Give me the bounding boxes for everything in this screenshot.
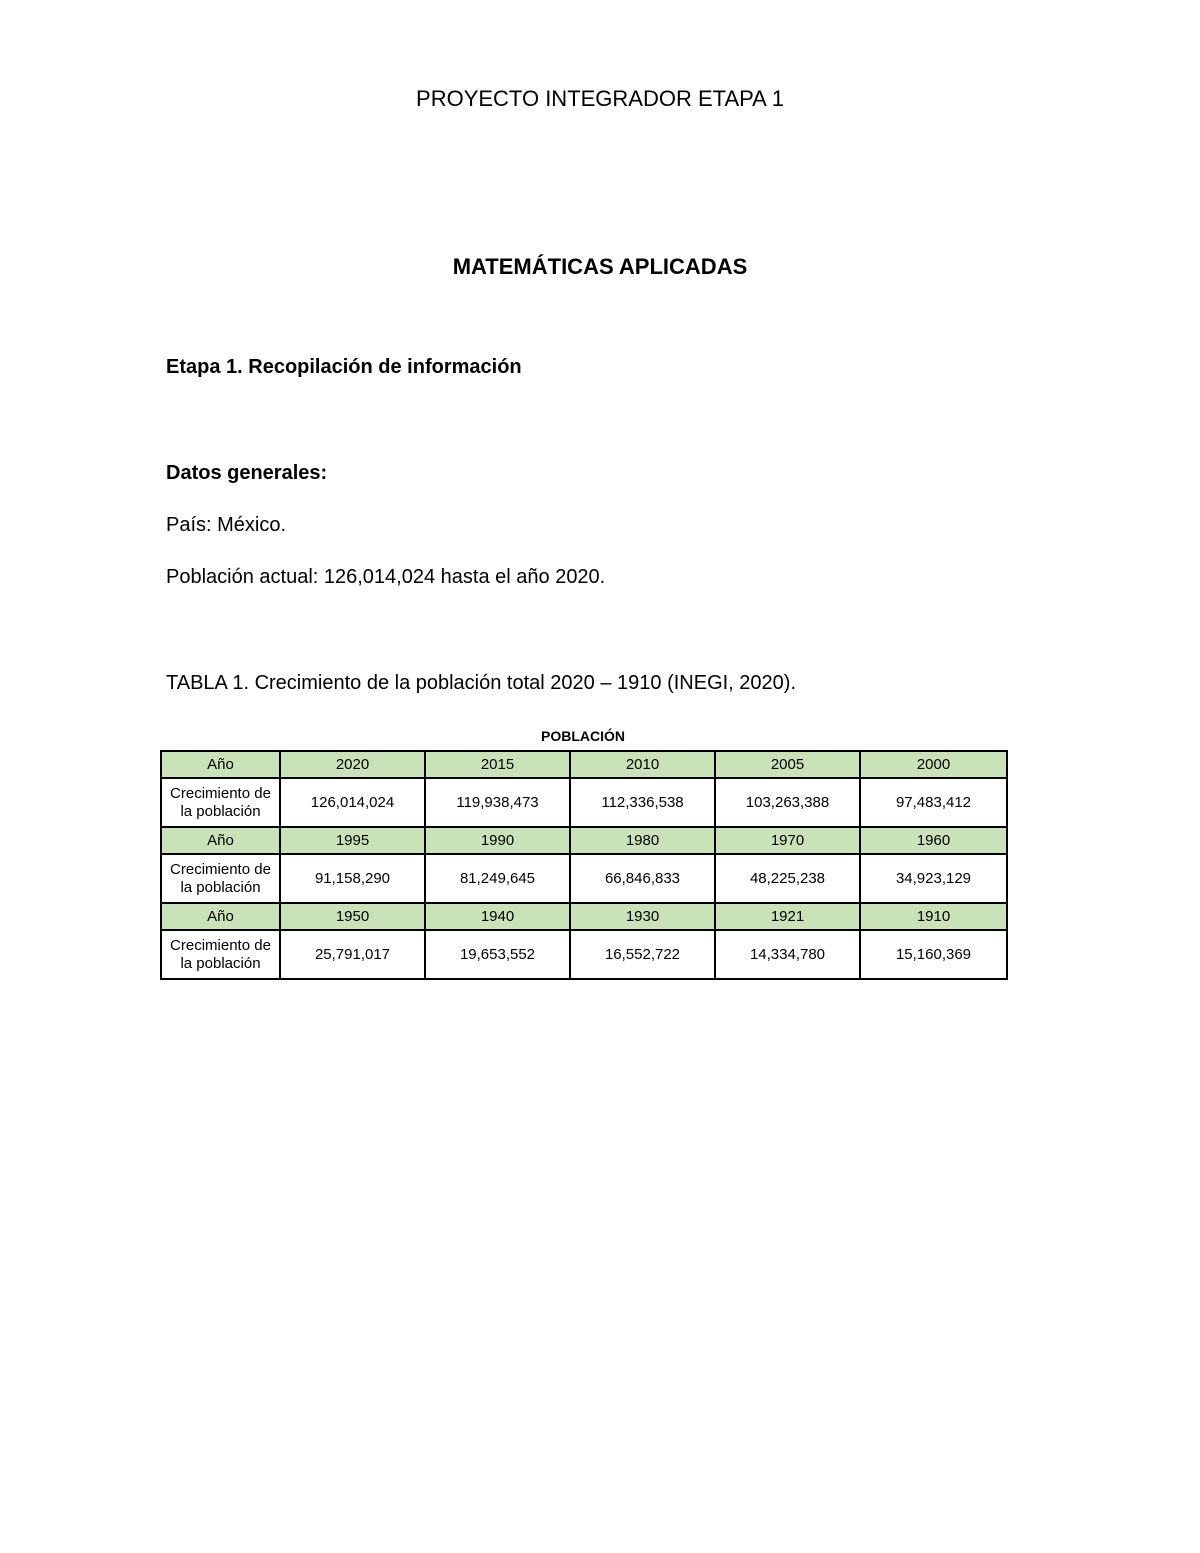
stage-heading: Etapa 1. Recopilación de información [166, 356, 522, 378]
value-cell: 103,263,388 [715, 778, 860, 827]
value-label-cell: Crecimiento de la población [161, 854, 280, 903]
value-cell: 34,923,129 [860, 854, 1007, 903]
value-label-cell: Crecimiento de la población [161, 930, 280, 979]
document-title: PROYECTO INTEGRADOR ETAPA 1 [416, 86, 784, 111]
value-cell: 16,552,722 [570, 930, 715, 979]
value-cell: 25,791,017 [280, 930, 425, 979]
year-cell: 1930 [570, 903, 715, 930]
year-cell: 1940 [425, 903, 570, 930]
value-cell: 119,938,473 [425, 778, 570, 827]
table-year-row [161, 827, 1007, 854]
general-data-heading: Datos generales: [166, 462, 328, 484]
population-table [160, 750, 1008, 980]
country-line: País: México. [166, 514, 287, 536]
year-label-cell: Año [161, 903, 280, 930]
year-cell: 2020 [280, 751, 425, 778]
year-cell: 1921 [715, 903, 860, 930]
value-cell: 126,014,024 [280, 778, 425, 827]
table-caption: TABLA 1. Crecimiento de la población total 2020 – 1910 (INEGI, 2020). [166, 672, 796, 694]
population-line: Población actual: 126,014,024 hasta el año 2020. [166, 566, 606, 588]
table-year-row [161, 903, 1007, 930]
year-label-cell: Año [161, 751, 280, 778]
year-label-cell: Año [161, 827, 280, 854]
table-year-row [161, 751, 1007, 778]
value-cell: 19,653,552 [425, 930, 570, 979]
table-value-row [161, 778, 1007, 827]
value-cell: 91,158,290 [280, 854, 425, 903]
year-cell: 1990 [425, 827, 570, 854]
table-value-row [161, 854, 1007, 903]
year-cell: 1950 [280, 903, 425, 930]
table-value-row [161, 930, 1007, 979]
year-cell: 2005 [715, 751, 860, 778]
value-cell: 48,225,238 [715, 854, 860, 903]
year-cell: 1910 [860, 903, 1007, 930]
table-title: POBLACIÓN [541, 728, 625, 744]
value-cell: 112,336,538 [570, 778, 715, 827]
year-cell: 1980 [570, 827, 715, 854]
year-cell: 2000 [860, 751, 1007, 778]
value-cell: 66,846,833 [570, 854, 715, 903]
year-cell: 1960 [860, 827, 1007, 854]
value-cell: 15,160,369 [860, 930, 1007, 979]
year-cell: 1970 [715, 827, 860, 854]
year-cell: 2015 [425, 751, 570, 778]
value-cell: 97,483,412 [860, 778, 1007, 827]
value-label-cell: Crecimiento de la población [161, 778, 280, 827]
year-cell: 2010 [570, 751, 715, 778]
document-subject: MATEMÁTICAS APLICADAS [452, 254, 748, 279]
value-cell: 14,334,780 [715, 930, 860, 979]
year-cell: 1995 [280, 827, 425, 854]
value-cell: 81,249,645 [425, 854, 570, 903]
